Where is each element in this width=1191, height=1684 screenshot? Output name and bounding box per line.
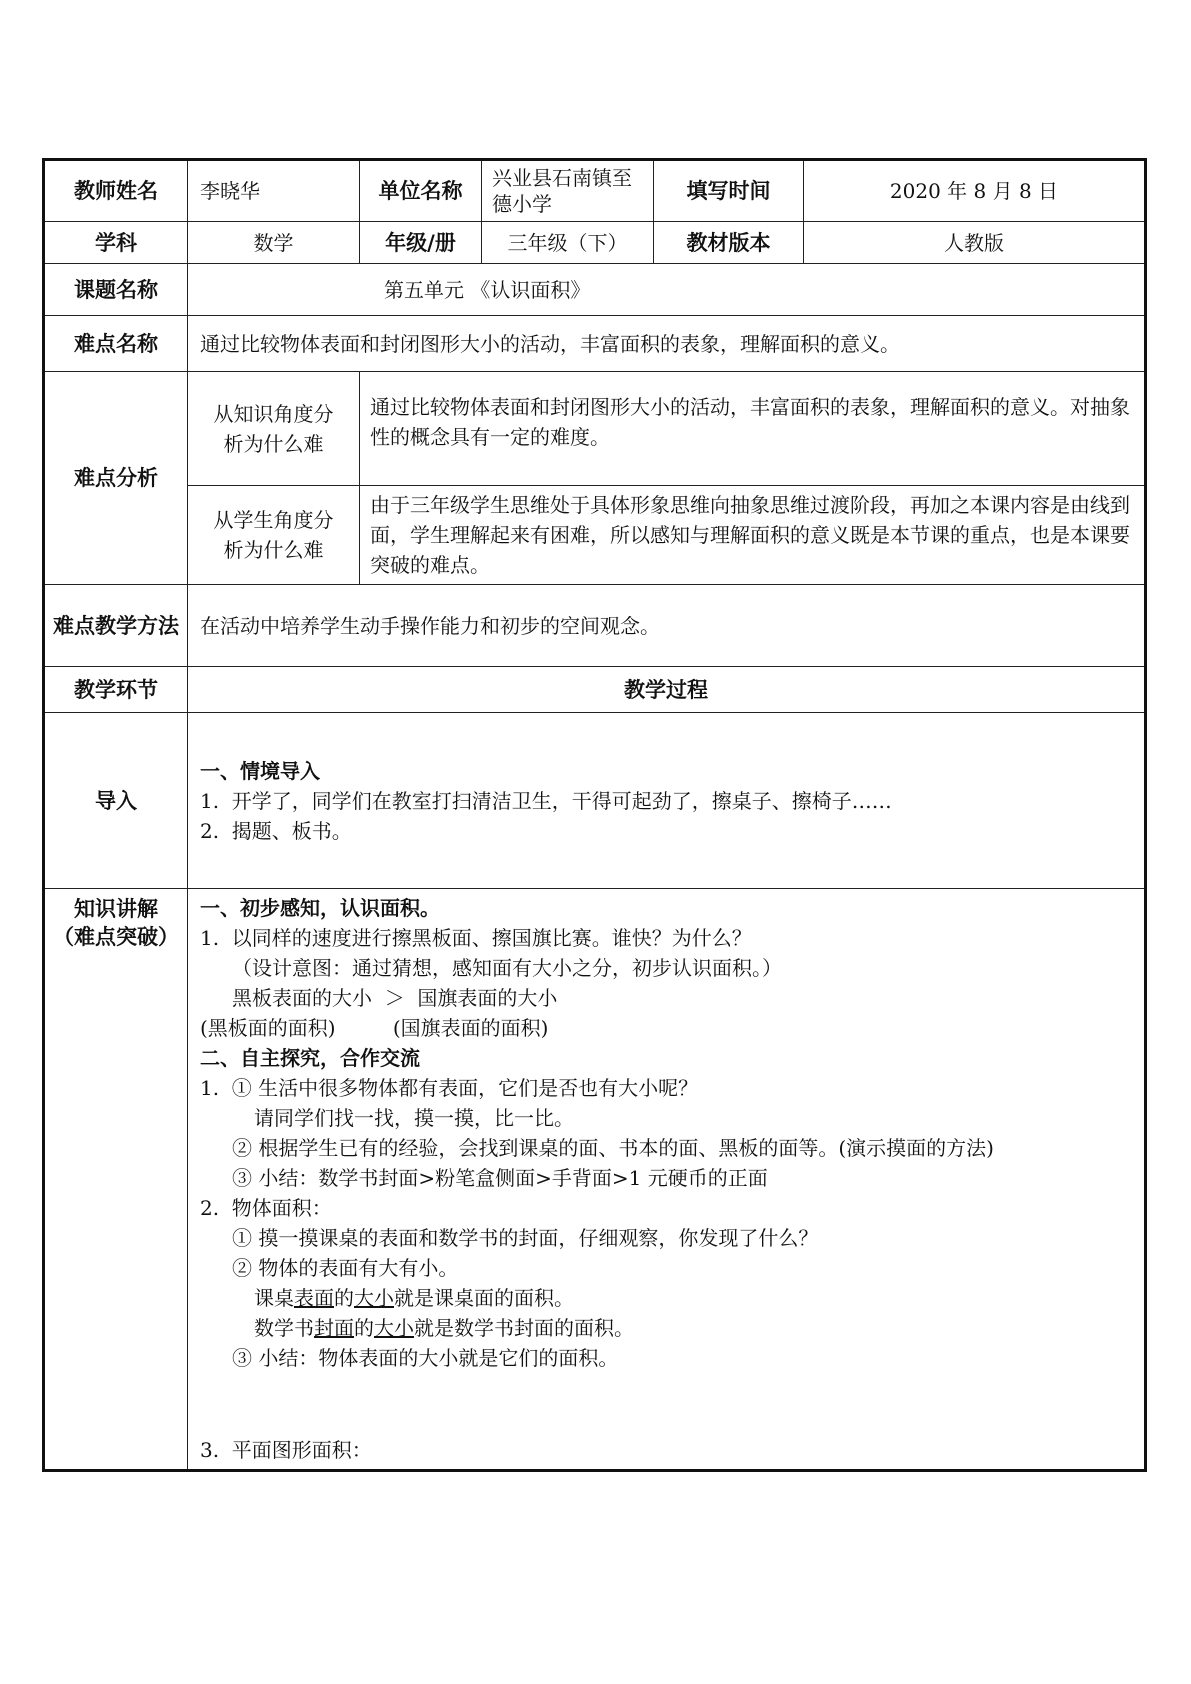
process-header-row: [44, 667, 1146, 713]
header-row-2: [44, 222, 1146, 264]
intro-row: [44, 713, 1146, 889]
difficulty-label: 难点名称: [44, 316, 188, 372]
topic-row: [44, 264, 1146, 316]
s2-line-4: ③ 小结：数学书封面>粉笔盒侧面>手背面>1 元硬币的正面: [232, 1166, 768, 1190]
analysis-row-student: [44, 486, 1146, 585]
difficulty-value: 通过比较物体表面和封闭图形大小的活动，丰富面积的表象，理解面积的意义。: [188, 316, 1146, 372]
s2-line-5: 2. 物体面积：: [200, 1196, 332, 1220]
unit-value: 兴业县石南镇至德小学: [482, 160, 654, 222]
spacer: [200, 1373, 1132, 1435]
section-2-title: 二、自主探究，合作交流: [200, 1046, 420, 1070]
subject-value: 数学: [188, 222, 360, 264]
knowledge-angle-value: 通过比较物体表面和封闭图形大小的活动，丰富面积的表象，理解面积的意义。对抽象性的概念具有一定的难度。: [360, 372, 1146, 486]
process-header: 教学过程: [188, 667, 1146, 713]
s2-line-7: ② 物体的表面有大有小。: [232, 1256, 459, 1280]
edition-value: 人教版: [804, 222, 1146, 264]
lesson-plan-table: [42, 158, 1147, 1472]
s2-line-3: ② 根据学生已有的经验，会找到课桌的面、书本的面、黑板的面等。(演示摸面的方法): [232, 1136, 994, 1160]
lesson-plan-sheet: [42, 158, 1144, 1472]
knowledge-label-line2: （难点突破）: [53, 925, 179, 949]
s2-line-8: [200, 1283, 1132, 1313]
student-angle-value: 由于三年级学生思维处于具体形象思维向抽象思维过渡阶段，再加之本课内容是由线到面，学生理解起来有困难，所以感知与理解面积的意义既是本节课的重点，也是本课要突破的难点。: [360, 486, 1146, 585]
method-label: 难点教学方法: [44, 585, 188, 667]
s2-line-2: 请同学们找一找，摸一摸，比一比。: [254, 1106, 574, 1130]
s1-line-2: （设计意图：通过猜想，感知面有大小之分，初步认识面积。）: [232, 956, 782, 980]
date-label: 填写时间: [654, 160, 804, 222]
s1-line-4: (黑板面的面积) (国旗表面的面积): [200, 1016, 549, 1040]
s1-line-1: 1. 以同样的速度进行擦黑板面、擦国旗比赛。谁快？为什么？: [200, 926, 752, 950]
grade-value: 三年级（下）: [482, 222, 654, 264]
grade-label: 年级/册: [360, 222, 482, 264]
s2-line-9-cover: 封面: [314, 1316, 354, 1340]
topic-label: 课题名称: [44, 264, 188, 316]
teacher-label: 教师姓名: [44, 160, 188, 222]
method-row: [44, 585, 1146, 667]
unit-label: 单位名称: [360, 160, 482, 222]
s2-line-6: ① 摸一摸课桌的表面和数学书的封面，仔细观察，你发现了什么？: [232, 1226, 819, 1250]
intro-line-1: 1. 开学了，同学们在教室打扫清洁卫生，干得可起劲了，擦桌子、擦椅子……: [200, 788, 892, 813]
analysis-row-knowledge: [44, 372, 1146, 486]
method-value: 在活动中培养学生动手操作能力和初步的空间观念。: [188, 585, 1146, 667]
s1-line-3: 黑板表面的大小 ＞ 国旗表面的大小: [232, 986, 558, 1010]
knowledge-label-line1: 知识讲解: [74, 897, 158, 921]
intro-content: [188, 713, 1146, 889]
s2-line-8-surface: 表面: [294, 1286, 334, 1310]
header-row-1: [44, 160, 1146, 222]
topic-value: 第五单元 《认识面积》: [188, 264, 1146, 316]
subject-label: 学科: [44, 222, 188, 264]
s2-line-8-a: 课桌: [254, 1286, 294, 1310]
student-angle-label: 从学生角度分析为什么难: [188, 486, 360, 585]
section-1-title: 一、初步感知，认识面积。: [200, 896, 440, 920]
s2-line-11: 3. 平面图形面积：: [200, 1438, 372, 1462]
s2-line-9-a: 数学书: [254, 1316, 314, 1340]
date-value: 2020 年 8 月 8 日: [804, 160, 1146, 222]
analysis-label: 难点分析: [44, 372, 188, 585]
s2-line-1: 1. ① 生活中很多物体都有表面，它们是否也有大小呢？: [200, 1076, 699, 1100]
intro-label: 导入: [44, 713, 188, 889]
teacher-value: 李晓华: [188, 160, 360, 222]
s2-line-10: ③ 小结：物体表面的大小就是它们的面积。: [232, 1346, 619, 1370]
knowledge-angle-label: 从知识角度分析为什么难: [188, 372, 360, 486]
intro-title: 一、情境导入: [200, 758, 320, 783]
s2-line-8-size: 大小: [354, 1286, 394, 1310]
s2-line-9-c: 的: [354, 1316, 374, 1340]
knowledge-row: [44, 889, 1146, 1471]
s2-line-9-size: 大小: [374, 1316, 414, 1340]
s2-line-8-c: 的: [334, 1286, 354, 1310]
s2-line-9-e: 就是数学书封面的面积。: [414, 1316, 634, 1340]
intro-line-2: 2. 揭题、板书。: [200, 818, 352, 843]
stage-header: 教学环节: [44, 667, 188, 713]
knowledge-label: [44, 889, 188, 1471]
s2-line-8-e: 就是课桌面的面积。: [394, 1286, 574, 1310]
s2-line-9: [200, 1313, 1132, 1343]
knowledge-content: [188, 889, 1146, 1471]
difficulty-row: [44, 316, 1146, 372]
edition-label: 教材版本: [654, 222, 804, 264]
